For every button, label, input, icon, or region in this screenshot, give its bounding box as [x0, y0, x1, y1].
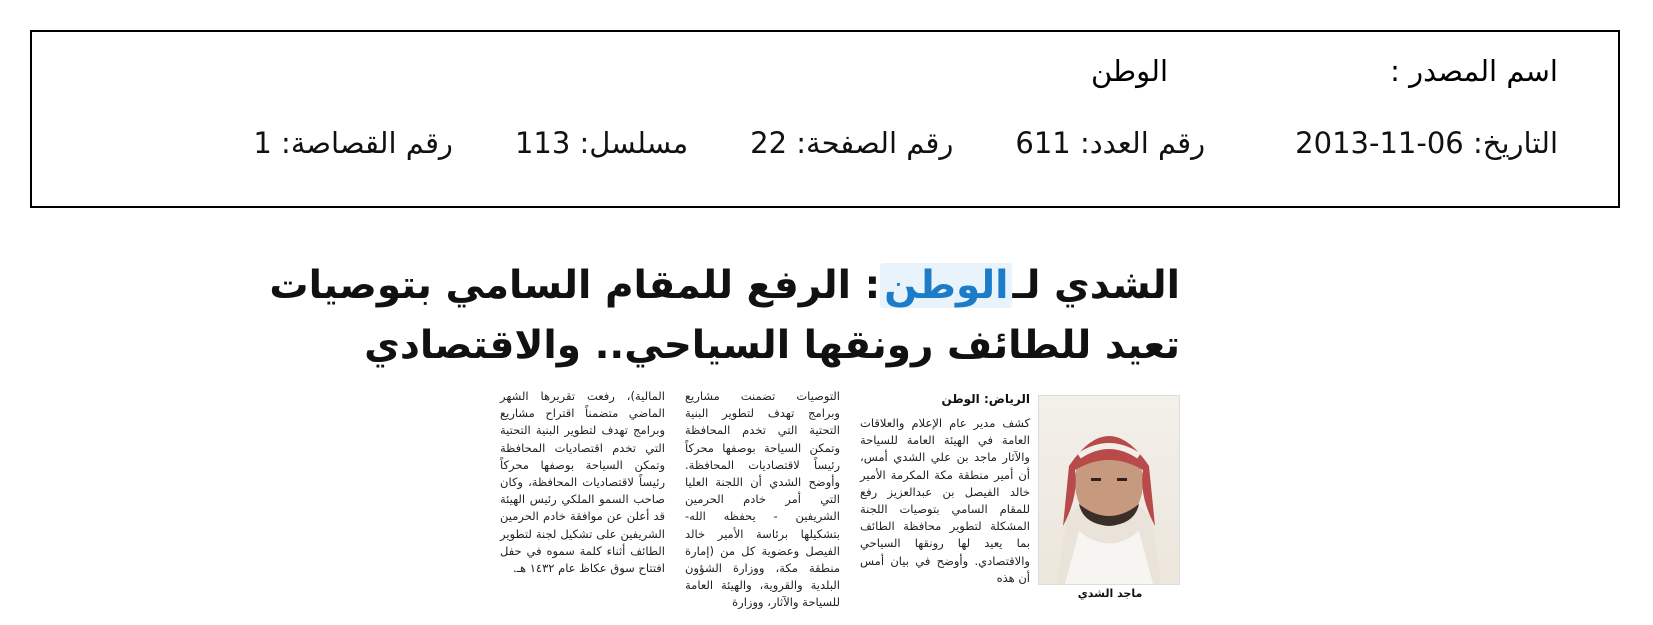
source-label: اسم المصدر :: [1390, 54, 1558, 88]
headline-rest: : الرفع للمقام السامي بتوصيات: [269, 263, 881, 308]
newspaper-logo: الوطن: [880, 263, 1012, 308]
article-column-3: المالية)، رفعت تقريرها الشهر الماضي متضمناً اقتراح مشاريع وبرامج تهدف لتطوير البنية التحتية التي تخدم اقتصاديات المحافظة وتمكن السياحة بوصفها محركاً رئيساً لاقتصاديات المحافظة، وكان صاحب السمو الملكي رئيس الهيئة قد أعلن عن موافقة خادم الحرمين الشريفين على تشكيل لجنة لتطوير الطائف أثناء كلمة سموه في حفل افتتاح سوق عكاظ عام ١٤٣٢ هـ.: [500, 389, 665, 576]
date-field: التاريخ: 06-11-2013: [1295, 126, 1558, 160]
page-field: رقم الصفحة: 22: [750, 126, 954, 160]
photo-caption: ماجد الشدي: [1077, 587, 1143, 600]
clip-number-field: رقم القصاصة: 1: [253, 126, 453, 160]
article-column-2: التوصيات تضمنت مشاريع وبرامج تهدف لتطوير البنية التحتية التي تخدم المحافظة وتمكن السياحة بوصفها محركاً رئيساً لاقتصاديات المحافظة. وأوضح الشدي أن اللجنة العليا التي أمر خادم الحرمين الشريفين - يحفظه الله- بتشكيلها برئاسة الأمير خالد الفيصل وعضوية كل من (إمارة منطقة مكة، ووزارة الشؤون البلدية والقروية، والهيئة العامة للسياحة والآثار، ووزارة: [685, 389, 840, 610]
author-photo: [1038, 395, 1180, 585]
serial-field: مسلسل: 113: [514, 126, 689, 160]
headline-prefix: الشدي لـ: [1012, 263, 1180, 308]
headline-line-2: تعيد للطائف رونقها السياحي.. والاقتصادي: [364, 323, 1180, 368]
article-column-1: كشف مدير عام الإعلام والعلاقات العامة في الهيئة العامة للسياحة والآثار ماجد بن علي الشدي أمس، أن أمير منطقة مكة المكرمة الأمير خالد الفيصل بن عبدالعزيز رفع للمقام السامي بتوصيات اللجنة المشكلة لتطوير محافظة الطائف بما يعيد لها رونقها السياحي والاقتصادي. وأوضح في بيان أمس أن هذه: [860, 416, 1030, 585]
issue-field: رقم العدد: 611: [1015, 126, 1206, 160]
source-value: الوطن: [1090, 54, 1168, 88]
news-clipping: [269, 255, 1180, 610]
byline: الرياض: الوطن: [941, 392, 1030, 406]
reference-row: [92, 126, 1558, 170]
source-info-box: [30, 30, 1620, 208]
headline-line-1: [269, 263, 1180, 308]
person-portrait-icon: [1039, 396, 1179, 584]
